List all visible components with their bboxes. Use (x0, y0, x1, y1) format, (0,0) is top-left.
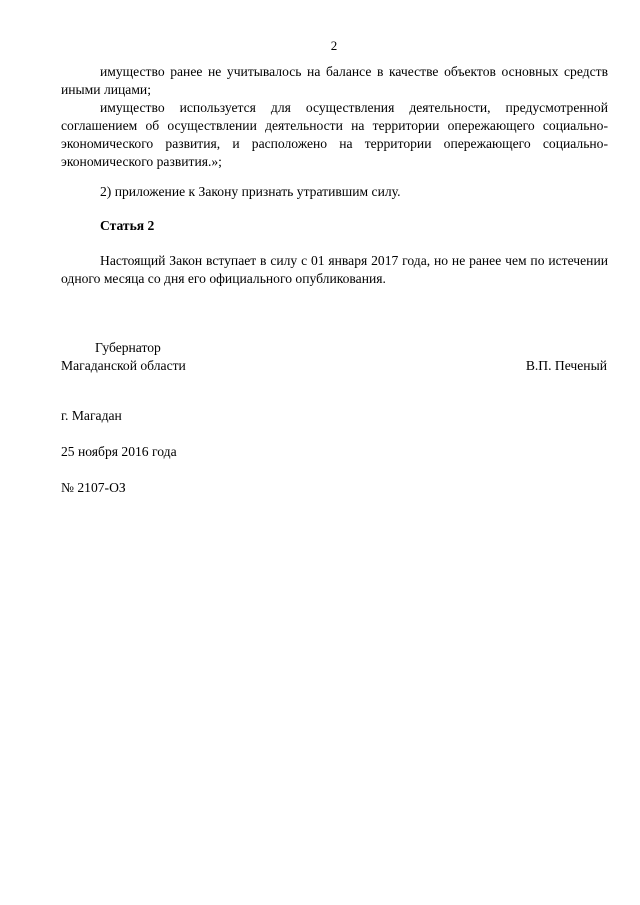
law-number-line: № 2107-ОЗ (61, 480, 126, 495)
article-text-block (61, 252, 608, 288)
signature-title: Губернатор (95, 340, 161, 355)
signature-region: Магаданской области (61, 358, 186, 373)
body-paragraph-3-block (61, 183, 608, 201)
page-number: 2 (330, 38, 338, 53)
body-paragraph: имущество используется для осуществления деятельности, предусмотренной соглашением об осуществлении деятельности на территории опережающего социально-экономического развития, и расположено на территории опережающего социально-экономического развития.»; (61, 100, 608, 169)
place-line: г. Магадан (61, 408, 122, 423)
body-paragraph-2-block (61, 99, 608, 171)
body-paragraph: 2) приложение к Закону признать утратившим силу. (100, 184, 401, 199)
article-heading: Статья 2 (100, 218, 155, 233)
signature-name: В.П. Печеный (525, 358, 607, 373)
article-text: Настоящий Закон вступает в силу с 01 января 2017 года, но не ранее чем по истечении одного месяца со дня его официального опубликования. (61, 253, 608, 286)
body-paragraph: имущество ранее не учитывалось на балансе в качестве объектов основных средств иными лицами; (61, 64, 608, 97)
body-paragraph-1-block (61, 63, 608, 99)
date-line: 25 ноября 2016 года (61, 444, 177, 459)
